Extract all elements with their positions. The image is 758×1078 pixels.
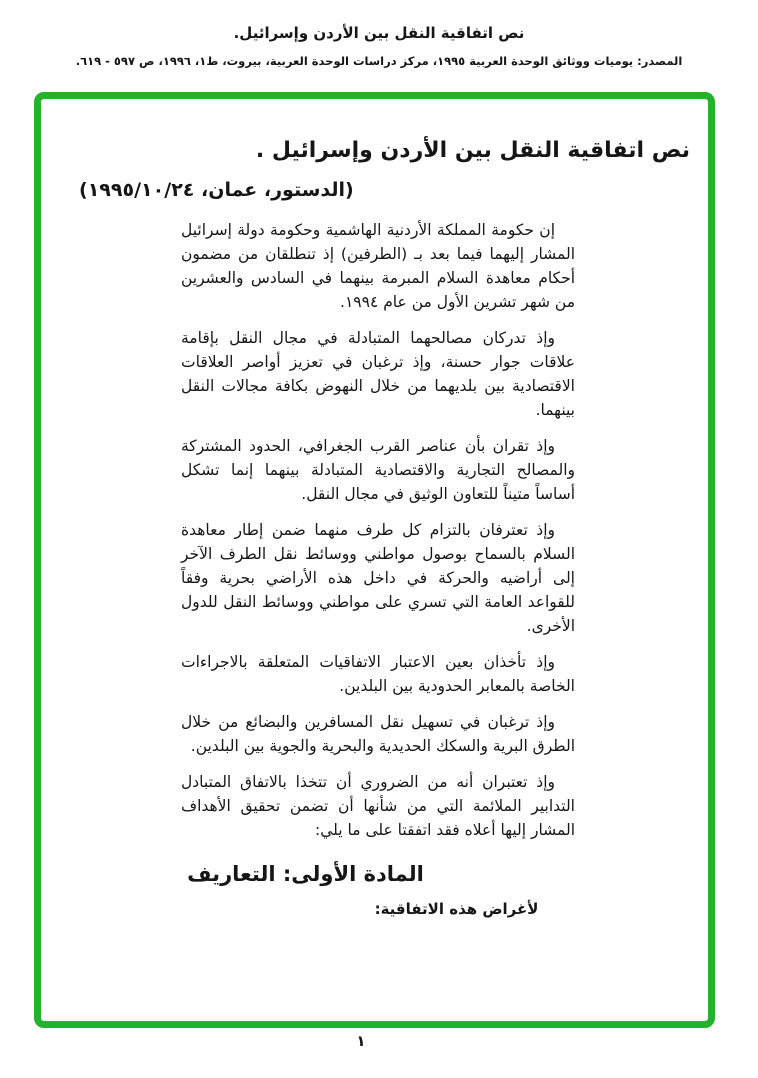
document-paragraph: وإذ تعترفان بالتزام كل طرف منهما ضمن إطار معاهدة السلام بالسماح بوصول مواطني ووسائط نقل الطرف الآخر إلى أراضيه والحركة في داخل هذه الأراضي بحرية وفقاً للقواعد العامة التي تسري على مواطني ووسائط النقل للدول الأخرى. xyxy=(181,521,575,635)
header-title: نص اتفاقية النقل بين الأردن وإسرائيل. xyxy=(233,24,525,42)
document-title: نص اتفاقية النقل بين الأردن وإسرائيل . xyxy=(255,138,690,163)
document-paragraph: وإذ تدركان مصالحهما المتبادلة في مجال النقل بإقامة علاقات جوار حسنة، وإذ ترغبان في تعزيز أواصر العلاقات الاقتصادية بين بلديهما من خلال النهوض بكافة مجالات النقل بينهما. xyxy=(181,329,575,419)
document-subtitle: (الدستور، عمان، ٢٤‏/‏١٠‏/‏١٩٩٥) xyxy=(79,179,354,201)
document-paragraph: وإذ ترغبان في تسهيل نقل المسافرين والبضائع من خلال الطرق البرية والسكك الحديدية والبحرية والجوية بين البلدين. xyxy=(181,713,575,755)
document-paragraph: وإذ تقران بأن عناصر القرب الجغرافي، الحدود المشتركة والمصالح التجارية والاقتصادية المتبادلة بينهما إنما تشكل أساساً متيناً للتعاون الوثيق في مجال النقل. xyxy=(181,437,575,503)
article-heading: المادة الأولى: التعاريف xyxy=(187,862,424,886)
document-body xyxy=(181,218,575,842)
page-header xyxy=(0,0,758,70)
header-source-line: المصدر: يوميات ووثائق الوحدة العربية ١٩٩٥، مركز دراسات الوحدة العربية، بيروت، ط١، ١٩٩٦، ص ٥٩٧ - ٦١٩. xyxy=(75,54,683,68)
green-frame-border xyxy=(34,92,715,1028)
document-paragraph: وإذ تعتبران أنه من الضروري أن تتخذا بالاتفاق المتبادل التدابير الملائمة التي من شأنها أن تضمن تحقيق الأهداف المشار إليها أعلاه فقد اتفقتا على ما يلي: xyxy=(181,773,575,839)
page-number: ١ xyxy=(356,1032,366,1050)
document-paragraph: وإذ تأخذان بعين الاعتبار الاتفاقيات المتعلقة بالاجراءات الخاصة بالمعابر الحدودية بين البلدين. xyxy=(181,653,575,695)
article-subheading: لأغراض هذه الاتفاقية: xyxy=(374,900,539,918)
document-paragraph: إن حكومة المملكة الأردنية الهاشمية وحكومة دولة إسرائيل المشار إليهما فيما بعد بـ (الطرفين) إذ تنطلقان من مضمون أحكام معاهدة السلام المبرمة بينهما في السادس والعشرين من شهر تشرين الأول من عام ١٩٩٤. xyxy=(181,221,575,311)
